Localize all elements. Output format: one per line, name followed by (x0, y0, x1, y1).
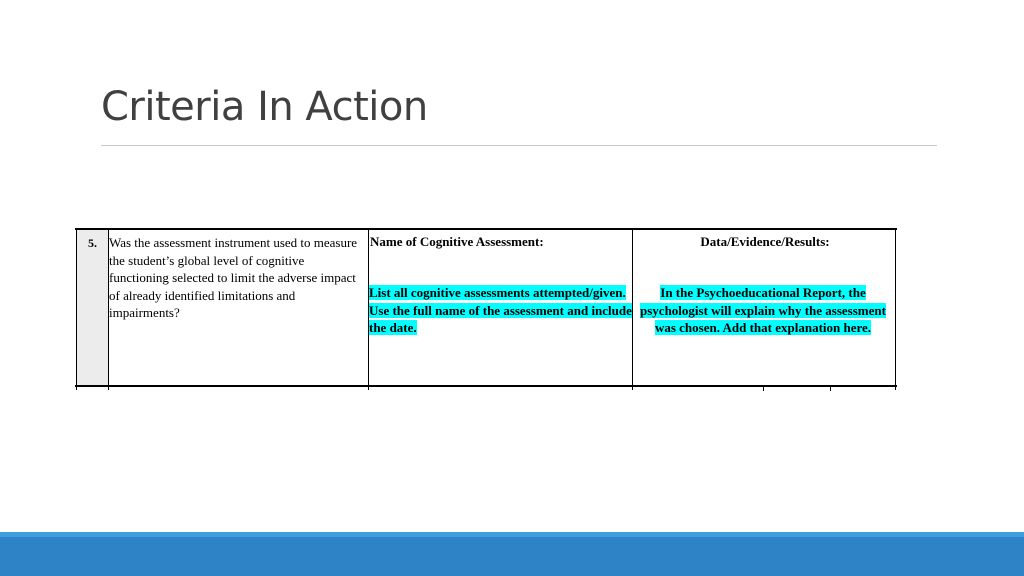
criteria-question: Was the assessment instrument used to measure the student’s global level of cognitive functioning selected to limit the adverse impact of already identified limitations and impairments? (109, 235, 358, 320)
assessment-criteria-table (75, 228, 897, 390)
table-tick-mark (830, 385, 831, 391)
footer-bar-accent (0, 532, 1024, 537)
name-column-header: Name of Cognitive Assessment: (370, 234, 544, 249)
slide-title: Criteria In Action (101, 84, 428, 130)
data-column-header: Data/Evidence/Results: (700, 234, 830, 249)
title-divider (101, 145, 937, 146)
data-instructions (639, 284, 887, 337)
name-instructions (369, 284, 633, 337)
table-top-border (75, 228, 897, 230)
table-bottom-border (75, 385, 897, 387)
item-number: 5. (77, 230, 108, 385)
footer-bar (0, 532, 1024, 576)
highlighted-name-instructions: List all cognitive assessments attempted/given. Use the full name of the assessment and include the date. (369, 285, 632, 335)
table-right-border (895, 228, 896, 390)
highlighted-data-instructions: In the Psychoeducational Report, the psychologist will explain why the assessment was chosen. Add that explanation here. (640, 285, 886, 335)
table-tick-mark (763, 385, 764, 391)
